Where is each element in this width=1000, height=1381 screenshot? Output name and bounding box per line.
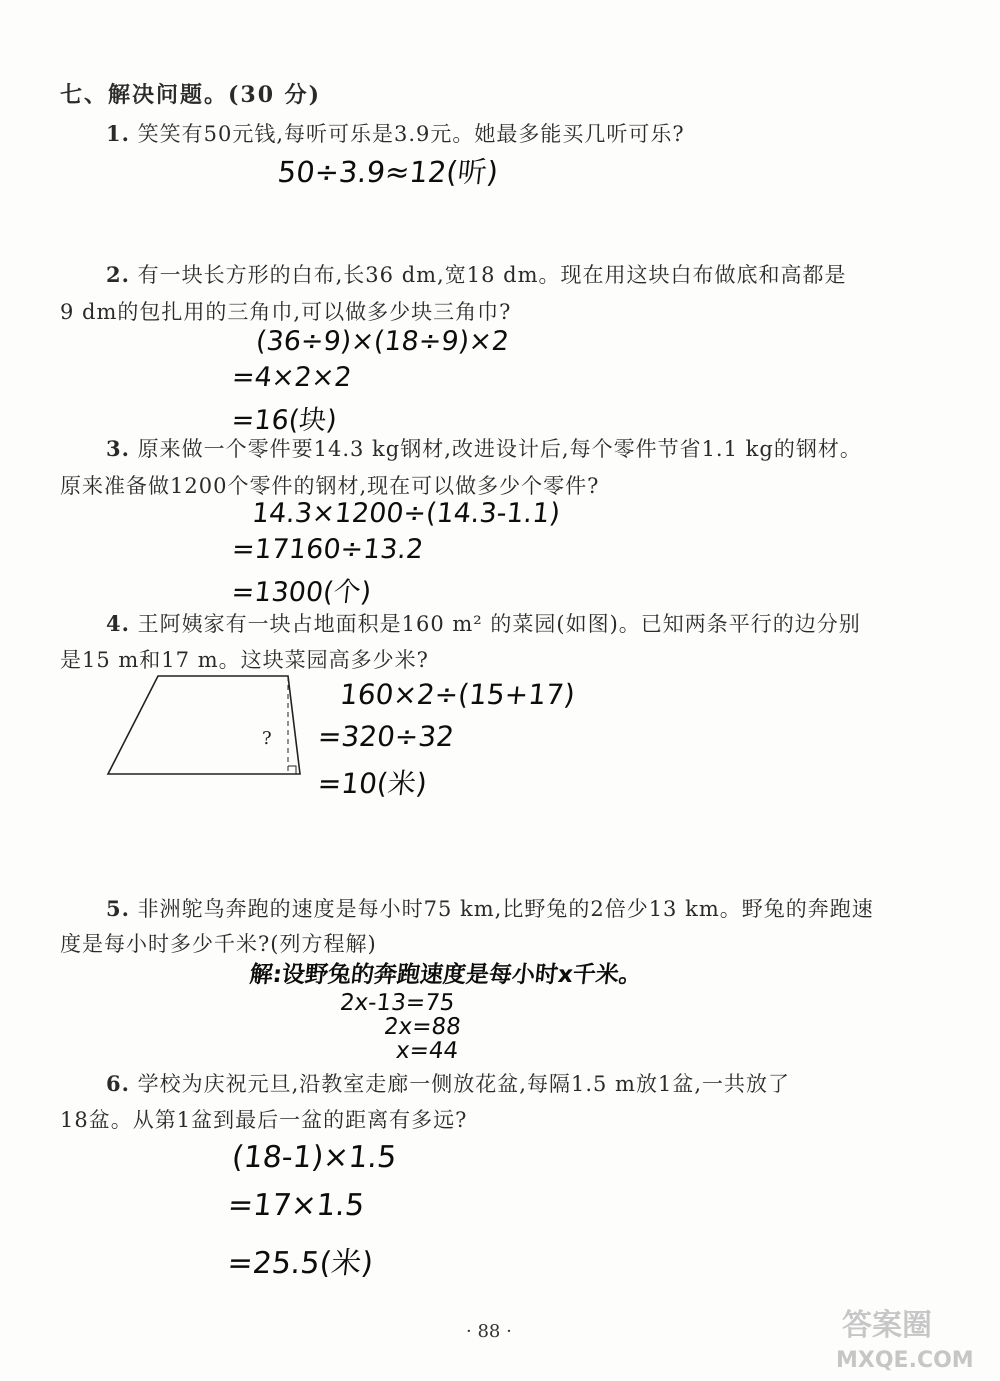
problem-text: 9 dm的包扎用的三角巾,可以做多少块三角巾?	[60, 300, 512, 324]
height-label: ?	[262, 728, 272, 749]
answer-line: (36÷9)×(18÷9)×2	[254, 326, 511, 357]
trapezoid-shape	[108, 676, 300, 774]
problem-1	[106, 118, 685, 148]
problem-number: 1.	[106, 121, 130, 146]
answer-line: 2x-13=75	[338, 990, 456, 1016]
problem-text: 学校为庆祝元旦,沿教室走廊一侧放花盆,每隔1.5 m放1盆,一共放了	[137, 1072, 790, 1096]
problem-text: 非洲鸵鸟奔跑的速度是每小时75 km,比野兔的2倍少13 km。野兔的奔跑速	[137, 897, 874, 921]
answer-line: 14.3×1200÷(14.3-1.1)	[250, 498, 562, 529]
problem-5	[106, 893, 874, 923]
right-angle-mark	[288, 766, 296, 774]
problem-text: 原来做一个零件要14.3 kg钢材,改进设计后,每个零件节省1.1 kg的钢材。	[137, 437, 862, 461]
answer-line: =17×1.5	[226, 1188, 367, 1223]
problem-text: 王阿姨家有一块占地面积是160 m² 的菜园(如图)。已知两条平行的边分别	[137, 612, 861, 636]
answer-line: 50÷3.9≈12(听)	[276, 155, 500, 189]
problem-text: 18盆。从第1盆到最后一盆的距离有多远?	[60, 1108, 468, 1132]
answer-line: (18-1)×1.5	[230, 1140, 399, 1175]
answer-line: =10(米)	[316, 767, 429, 800]
watermark-url: MXQE.COM	[836, 1348, 974, 1373]
problem-number: 3.	[106, 436, 130, 461]
answer-line: 160×2÷(15+17)	[338, 678, 577, 711]
problem-number: 2.	[106, 262, 130, 287]
section-title: 七、解决问题。(30 分)	[60, 82, 322, 108]
watermark-logo-text: 答案圈	[842, 1308, 932, 1343]
problem-number: 4.	[106, 611, 130, 636]
answer-line: x=44	[394, 1038, 460, 1064]
answer-line: =4×2×2	[230, 362, 354, 393]
problem-6	[106, 1068, 790, 1098]
problem-text: 有一块长方形的白布,长36 dm,宽18 dm。现在用这块白布做底和高都是	[137, 263, 847, 287]
answer-line: =1300(个)	[230, 577, 373, 608]
problem-number: 5.	[106, 896, 130, 921]
answer-line: =320÷32	[316, 720, 456, 753]
trapezoid-figure	[100, 670, 310, 780]
answer-line: =17160÷13.2	[230, 534, 425, 565]
problem-text: 原来准备做1200个零件的钢材,现在可以做多少个零件?	[60, 474, 600, 498]
answer-line: =25.5(米)	[225, 1246, 375, 1281]
problem-3	[106, 433, 862, 463]
answer-line: 解:设野兔的奔跑速度是每小时x千米。	[248, 962, 644, 988]
watermark-logo	[836, 1303, 986, 1375]
problem-2	[106, 259, 846, 289]
problem-text: 度是每小时多少千米?(列方程解)	[60, 932, 377, 956]
answer-line: =16(块)	[230, 405, 339, 436]
page-number: · 88 ·	[466, 1321, 512, 1342]
problem-4	[106, 608, 861, 638]
problem-text: 是15 m和17 m。这块菜园高多少米?	[60, 648, 429, 672]
answer-line: 2x=88	[382, 1014, 463, 1040]
problem-text: 笑笑有50元钱,每听可乐是3.9元。她最多能买几听可乐?	[137, 122, 685, 146]
problem-number: 6.	[106, 1071, 130, 1096]
